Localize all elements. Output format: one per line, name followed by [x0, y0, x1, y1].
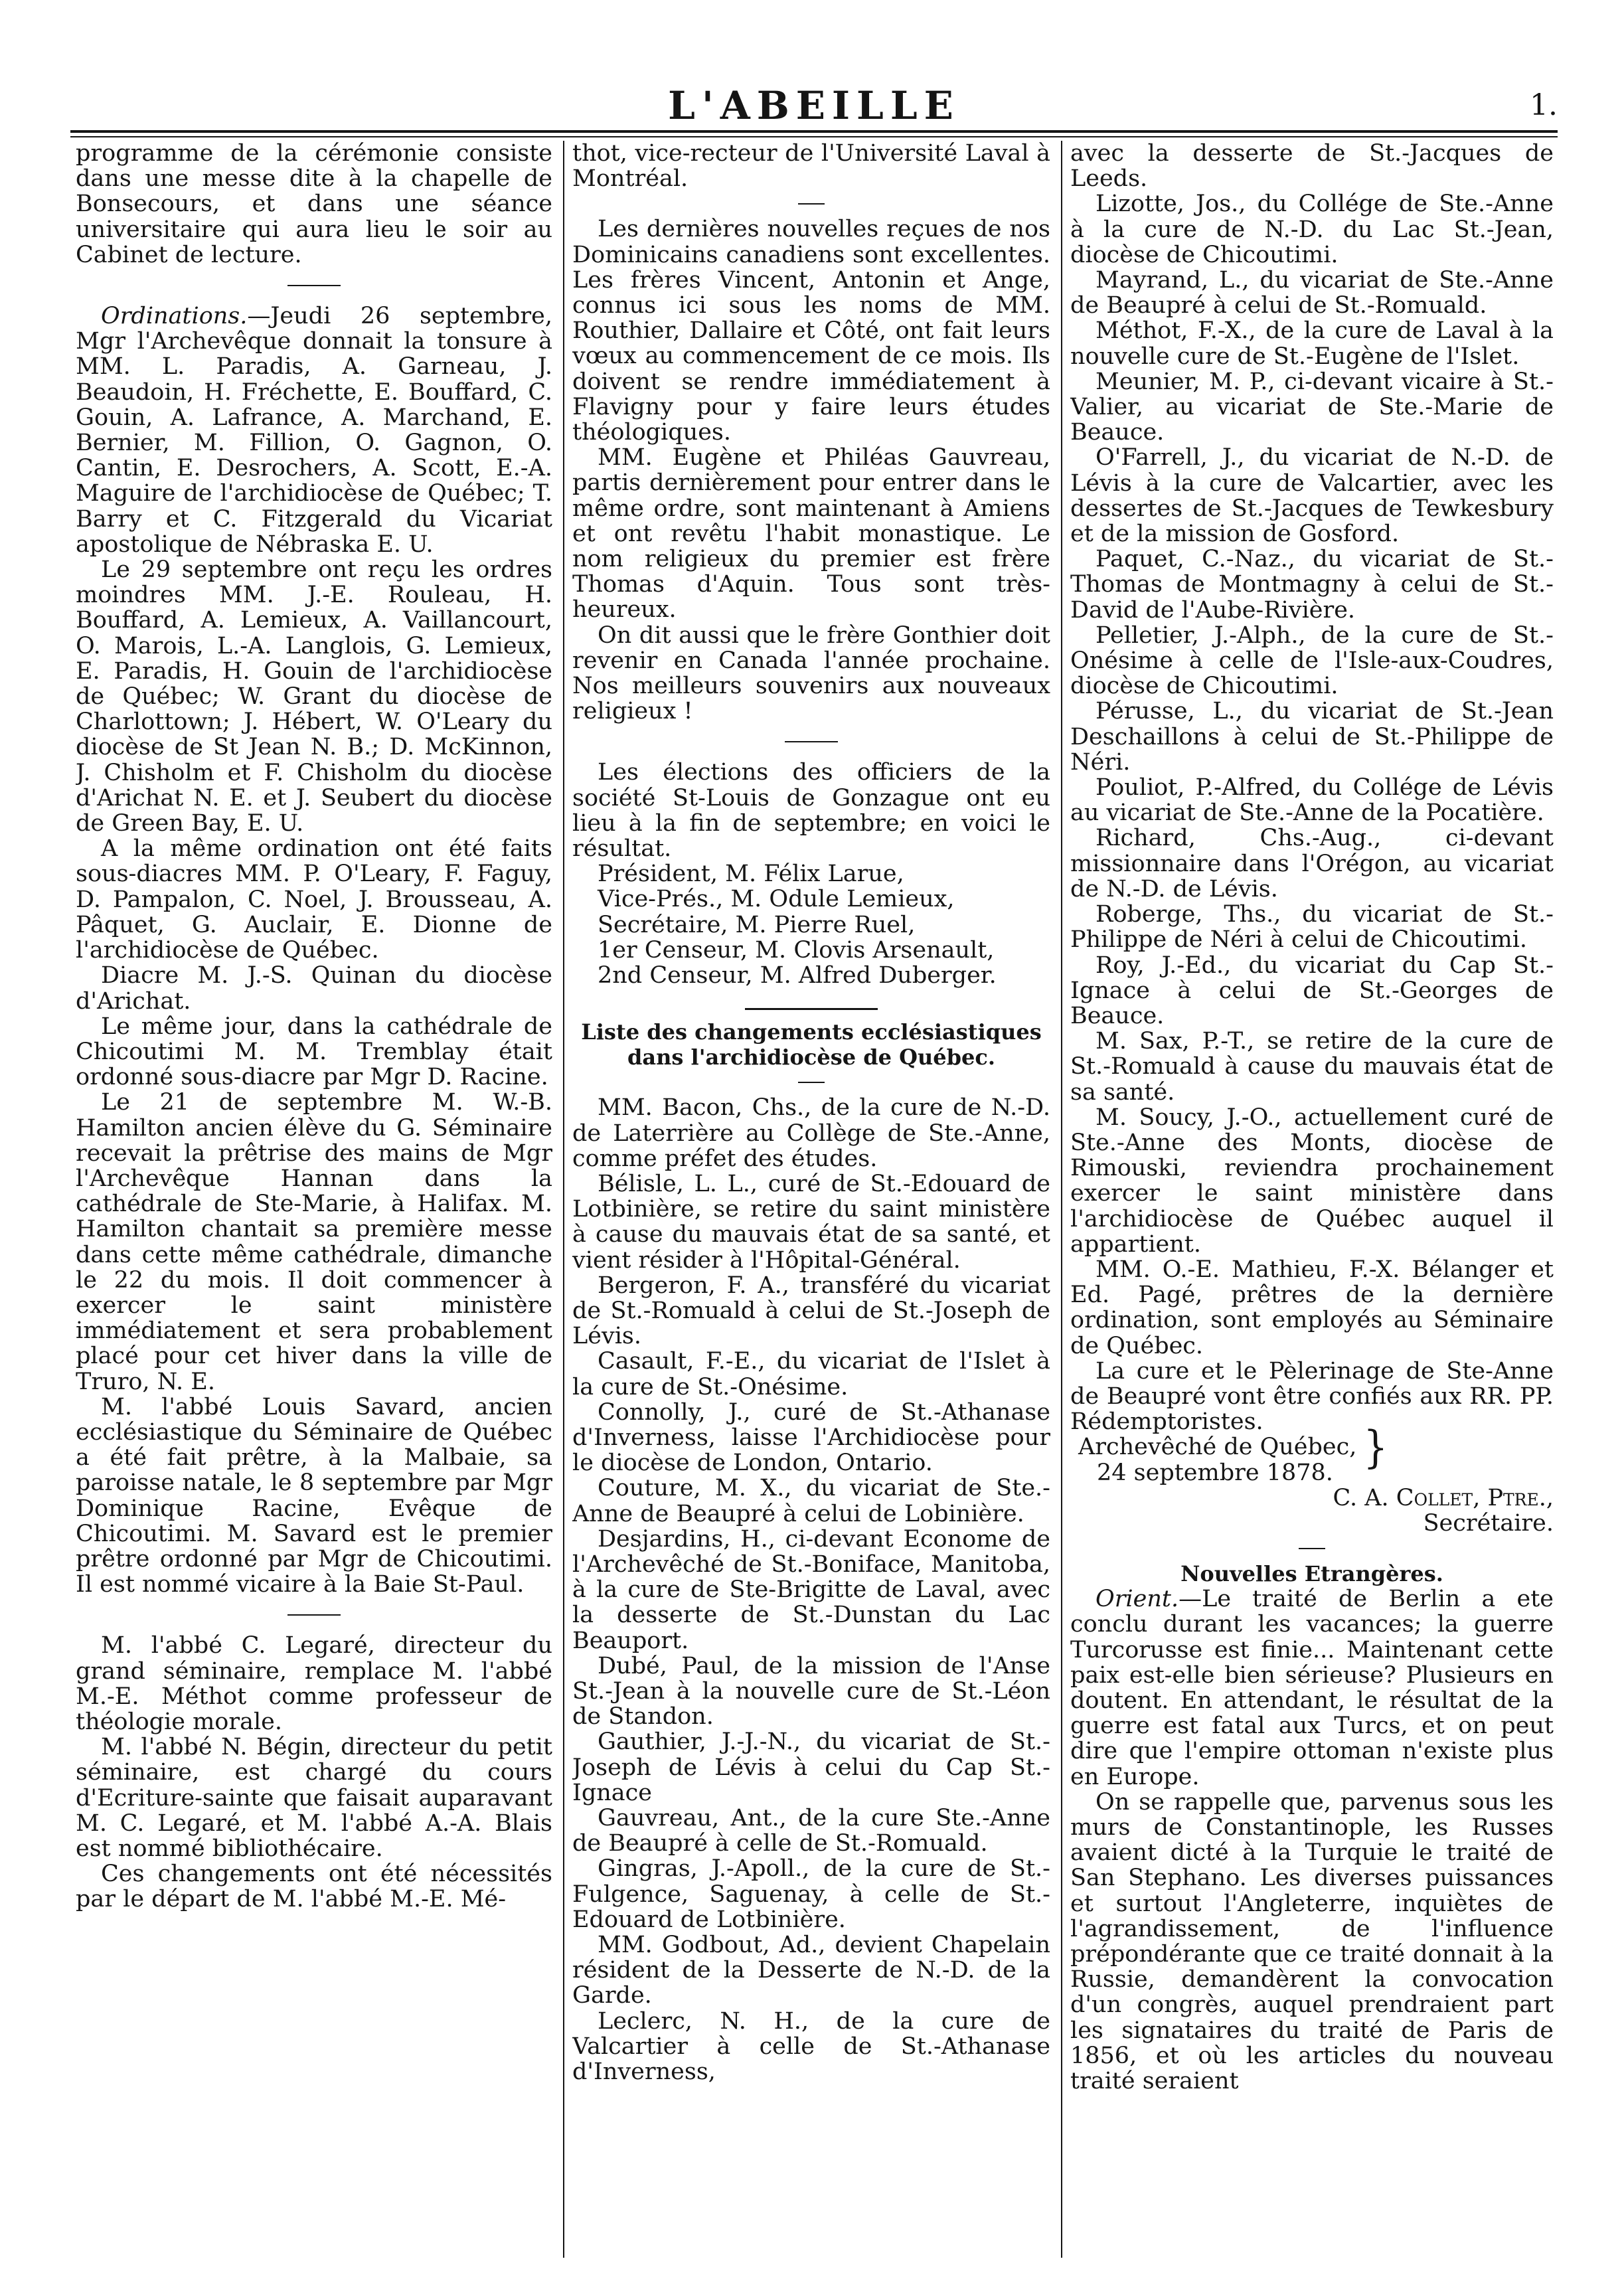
- section-separator: [287, 285, 341, 286]
- article-paragraph: Couture, M. X., du vicariat de Ste.-Anne de Beaupré à celui de Lobinière.: [572, 1475, 1050, 1527]
- section-separator: [785, 741, 838, 742]
- article-paragraph: Bélisle, L. L., curé de St.-Edouard de Lotbinière, se retire du saint ministère à cause du mauvais état de sa santé, et vient résider à l'Hôpital-Général.: [572, 1170, 1050, 1274]
- officer-line: Secrétaire, M. Pierre Ruel,: [598, 911, 916, 938]
- article-paragraph: Pouliot, P.-Alfred, du Collége de Lévis au vicariat de Ste.-Anne de la Pocatière.: [1070, 774, 1554, 827]
- article-paragraph: Casault, F.-E., du vicariat de l'Islet à la cure de St.-Onésime.: [572, 1348, 1050, 1400]
- article-paragraph: Les dernières nouvelles reçues de nos Dominicains canadiens sont excellentes. Les frères Vincent, Antonin et Ange, connus ici sous les noms de MM. Routhier, Dallaire et Côté, ont fait leurs vœux au commencement de ce mois. Ils doivent se rendre immédiatement à Flavigny pour y faire leurs études théologiques.: [572, 216, 1050, 446]
- article-paragraph: MM. Eugène et Philéas Gauvreau, partis dernièrement pour entrer dans le même ordre, sont maintenant à Amiens et ont revêtu l'habit monastique. Le nom religieux du premier est frère Thomas d'Aquin. Tous sont très-heureux.: [572, 444, 1050, 624]
- officer-line: 1er Censeur, M. Clovis Arsenault,: [598, 936, 995, 964]
- article-paragraph: Dubé, Paul, de la mission de l'Anse St.-Jean à la nouvelle cure de St.-Léon de Standon.: [572, 1652, 1050, 1730]
- article-paragraph: Mayrand, L., du vicariat de Ste.-Anne de Beaupré à celui de St.-Romuald.: [1070, 267, 1554, 319]
- article-paragraph: Le même jour, dans la cathédrale de Chicoutimi M. M. Tremblay était ordonné sous-diacre par Mgr D. Racine.: [76, 1013, 552, 1091]
- article-paragraph: Gauthier, J.-J.-N., du vicariat de St.-Joseph de Lévis à celui du Cap St.-Ignace: [572, 1729, 1050, 1806]
- article-paragraph: M. l'abbé N. Bégin, directeur du petit séminaire, est chargé du cours d'Ecriture-sainte que faisait auparavant M. C. Legaré, et M. l'abbé A.-A. Blais est nommé bibliothécaire.: [76, 1734, 552, 1862]
- column-divider-2: [1061, 141, 1062, 2258]
- header-rule-thick: [70, 130, 1558, 133]
- article-paragraph: Pelletier, J.-Alph., de la cure de St.-Onésime à celle de l'Isle-aux-Coudres, diocèse de Chicoutimi.: [1070, 622, 1554, 700]
- article-paragraph: Méthot, F.-X., de la cure de Laval à la nouvelle cure de St.-Eugène de l'Islet.: [1070, 317, 1554, 370]
- section-separator: [798, 203, 825, 205]
- dateline-date: 24 septembre 1878.: [1097, 1459, 1333, 1486]
- article-paragraph: Desjardins, H., ci-devant Econome de l'Archevêché de St.-Boniface, Manitoba, à la cure de Ste-Brigitte de Laval, avec la desserte de St.-Dunstan du Lac Beauport.: [572, 1525, 1050, 1654]
- column-right: [1070, 141, 1554, 2258]
- section-separator: [798, 1082, 825, 1083]
- article-paragraph: O'Farrell, J., du vicariat de N.-D. de Lévis à la cure de Valcartier, avec les dessertes de St.-Jacques de Tewkesbury et de la mission de Gosford.: [1070, 444, 1554, 548]
- article-paragraph: Lizotte, Jos., du Collége de Ste.-Anne à la cure de N.-D. du Lac St.-Jean, diocèse de Chicoutimi.: [1070, 191, 1554, 268]
- article-paragraph: Diacre M. J.-S. Quinan du diocèse d'Arichat.: [76, 962, 552, 1015]
- article-paragraph: M. Soucy, J.-O., actuellement curé de Ste.-Anne des Monts, diocèse de Rimouski, reviendra prochainement exercer le saint ministère dans l'archidiocèse de Québec auquel il appartient.: [1070, 1104, 1554, 1258]
- masthead: [70, 85, 1558, 126]
- column-left: [76, 141, 552, 2258]
- article-paragraph: Meunier, M. P., ci-devant vicaire à St.-Valier, au vicariat de Ste.-Marie de Beauce.: [1070, 368, 1554, 446]
- section-heading: Liste des changements ecclésiastiques dans l'archidiocèse de Québec.: [581, 1019, 1042, 1070]
- article-paragraph: Les élections des officiers de la société St-Louis de Gonzague ont eu lieu à la fin de septembre; en voici le résultat.: [572, 759, 1050, 863]
- article-paragraph: Le 29 septembre ont reçu les ordres moindres MM. J.-E. Rouleau, H. Bouffard, A. Lemieux, A. Vaillancourt, O. Marois, L.-A. Langlois, G. Lemieux, E. Paradis, H. Gouin de l'archidiocèse de Québec; W. Grant du diocèse de Charlottown; J. Hébert, W. O'Leary du diocèse de St Jean N. B.; D. McKinnon, J. Chisholm et F. Chisholm du diocèse d'Arichat N. E. et J. Seubert du diocèse de Green Bay, E. U.: [76, 556, 552, 837]
- officer-line: Président, M. Félix Larue,: [598, 861, 904, 888]
- article-paragraph: MM. O.-E. Mathieu, F.-X. Bélanger et Ed. Pagé, prêtres de la dernière ordination, sont employés au Séminaire de Québec.: [1070, 1256, 1554, 1359]
- article-paragraph: Richard, Chs.-Aug., ci-devant missionnaire dans l'Orégon, au vicariat de N.-D. de Lévis.: [1070, 825, 1554, 902]
- article-paragraph: Connolly, J., curé de St.-Athanase d'Inverness, laisse l'Archidiocèse pour le diocèse de London, Ontario.: [572, 1398, 1050, 1477]
- article-paragraph: MM. Godbout, Ad., devient Chapelain résident de la Desserte de N.-D. de la Garde.: [572, 1932, 1050, 2009]
- article-paragraph: On dit aussi que le frère Gonthier doit revenir en Canada l'année prochaine. Nos meilleurs souvenirs aux nouveaux religieux !: [572, 622, 1050, 725]
- signature-name: C. A. Collet, Ptre.,: [1333, 1484, 1554, 1511]
- article-paragraph: Pérusse, L., du vicariat de St.-Jean Deschaillons à celui de St.-Philippe de Néri.: [1070, 698, 1554, 776]
- paragraph-text: —Le traité de Berlin a ete conclu durant les vacances; la guerre Turcorusse est finie... Maintenant cette paix est-elle bien sérieuse? Plusieurs en doutent. En attendant, le résultat de la guerre est fatal aux Turcs, et on peut dire que l'empire ottoman n'existe plus en Europe.: [1070, 1586, 1554, 1790]
- article-paragraph: Gauvreau, Ant., de la cure Ste.-Anne de Beaupré à celle de St.-Romuald.: [572, 1804, 1050, 1857]
- paragraph-text: —Jeudi 26 septembre, Mgr l'Archevêque donnait la tonsure à MM. L. Paradis, A. Garneau, J. Beaudoin, H. Fréchette, E. Bouffard, C. Gouin, A. Lafrance, A. Marchand, E. Bernier, M. Fillion, O. Gagnon, O. Cantin, E. Desrochers, A. Scott, E.-A. Maguire de l'archidiocèse de Québec; T. Barry et C. Fitzgerald du Vicariat apostolique de Nébraska E. U.: [76, 303, 552, 558]
- article-paragraph: Gingras, J.-Apoll., de la cure de St.-Fulgence, Saguenay, à celle de St.-Edouard de Lotbinière.: [572, 1855, 1050, 1933]
- article-paragraph: avec la desserte de St.-Jacques de Leeds.: [1070, 141, 1554, 193]
- officer-line: Vice-Prés., M. Odule Lemieux,: [598, 886, 955, 913]
- article-paragraph: Ces changements ont été nécessités par le départ de M. l'abbé M.-E. Mé-: [76, 1861, 552, 1913]
- article-paragraph: M. l'abbé C. Legaré, directeur du grand séminaire, remplace M. l'abbé M.-E. Méthot comme professeur de théologie morale.: [76, 1632, 552, 1735]
- article-paragraph: [76, 303, 552, 557]
- brace-glyph: }: [1363, 1421, 1388, 1474]
- newspaper-title: L'ABEILLE: [668, 83, 960, 128]
- article-paragraph: programme de la cérémonie consiste dans une messe dite à la chapelle de Bonsecours, et dans une séance universitaire qui aura lieu le soir au Cabinet de lecture.: [76, 141, 552, 268]
- officer-line: 2nd Censeur, M. Alfred Duberger.: [598, 962, 997, 989]
- article-paragraph: Bergeron, F. A., transféré du vicariat de St.-Romuald à celui de St.-Joseph de Lévis.: [572, 1272, 1050, 1350]
- article-paragraph: thot, vice-recteur de l'Université Laval à Montréal.: [572, 141, 1050, 193]
- paragraph-lead: Orient.: [1096, 1586, 1179, 1613]
- section-separator: [1299, 1548, 1325, 1549]
- article-paragraph: On se rappelle que, parvenus sous les murs de Constantinople, les Russes avaient dicté à la Turquie le traité de San Stephano. Les diverses puissances et surtout l'Angleterre, inquiètes de l'agrandissement, de l'influence prépondérante que ce traité donnait à la Russie, demandèrent la convocation d'un congrès, auquel prendraient part les signataires du traité de Paris de 1856, et où les articles du nouveau traité seraient: [1070, 1788, 1554, 2095]
- section-separator: [745, 1008, 878, 1010]
- article-paragraph: MM. Bacon, Chs., de la cure de N.-D. de Laterrière au Collège de Ste.-Anne, comme préfet des études.: [572, 1094, 1050, 1172]
- dateline: [1070, 1421, 1554, 1486]
- article-paragraph: Le 21 de septembre M. W.-B. Hamilton ancien élève du G. Séminaire recevait la prêtrise des mains de Mgr l'Archevêque Hannan dans la cathédrale de Ste-Marie, à Halifax. M. Hamilton chantait sa première messe dans cette même cathédrale, dimanche le 22 du mois. Il doit commencer à exercer le saint ministère immédiatement et sera probablement placé pour cet hiver dans la ville de Truro, N. E.: [76, 1089, 552, 1395]
- article-paragraph: M. Sax, P.-T., se retire de la cure de St.-Romuald à cause du mauvais état de sa santé.: [1070, 1028, 1554, 1106]
- section-heading: Nouvelles Etrangères.: [1180, 1561, 1443, 1587]
- article-paragraph: La cure et le Pèlerinage de Ste-Anne de Beaupré vont être confiés aux RR. PP. Rédemptoristes.: [1070, 1357, 1554, 1436]
- dateline-place: Archevêché de Québec,: [1078, 1434, 1357, 1461]
- article-paragraph: Leclerc, N. H., de la cure de Valcartier à celle de St.-Athanase d'Inverness,: [572, 2007, 1050, 2086]
- article-paragraph: A la même ordination ont été faits sous-diacres MM. P. O'Leary, F. Faguy, D. Pampalon, C. Noel, J. Brousseau, A. Pâquet, G. Auclair, E. Dionne de l'archidiocèse de Québec.: [76, 835, 552, 964]
- article-paragraph: Roberge, Ths., du vicariat de St.-Philippe de Néri à celui de Chicoutimi.: [1070, 901, 1554, 954]
- signature-title: Secrétaire.: [1423, 1509, 1554, 1537]
- section-separator: [287, 1614, 341, 1616]
- header-rule-thin: [70, 136, 1558, 137]
- article-paragraph: Paquet, C.-Naz., du vicariat de St.-Thomas de Montmagny à celui de St.-David de l'Aube-Rivière.: [1070, 546, 1554, 624]
- article-paragraph: M. l'abbé Louis Savard, ancien ecclésiastique du Séminaire de Québec a été fait prêtre, à la Malbaie, sa paroisse natale, le 8 septembre par Mgr Dominique Racine, Evêque de Chicoutimi. M. Savard est le premier prêtre ordonné par Mgr de Chicoutimi. Il est nommé vicaire à la Baie St-Paul.: [76, 1393, 552, 1598]
- column-middle: [572, 141, 1050, 2258]
- paragraph-lead: Ordinations.: [101, 303, 248, 330]
- article-paragraph: [1070, 1586, 1554, 1790]
- article-paragraph: Roy, J.-Ed., du vicariat du Cap St.-Ignace à celui de St.-Georges de Beauce.: [1070, 952, 1554, 1029]
- page-number: 1.: [1530, 88, 1558, 122]
- column-divider-1: [563, 141, 564, 2258]
